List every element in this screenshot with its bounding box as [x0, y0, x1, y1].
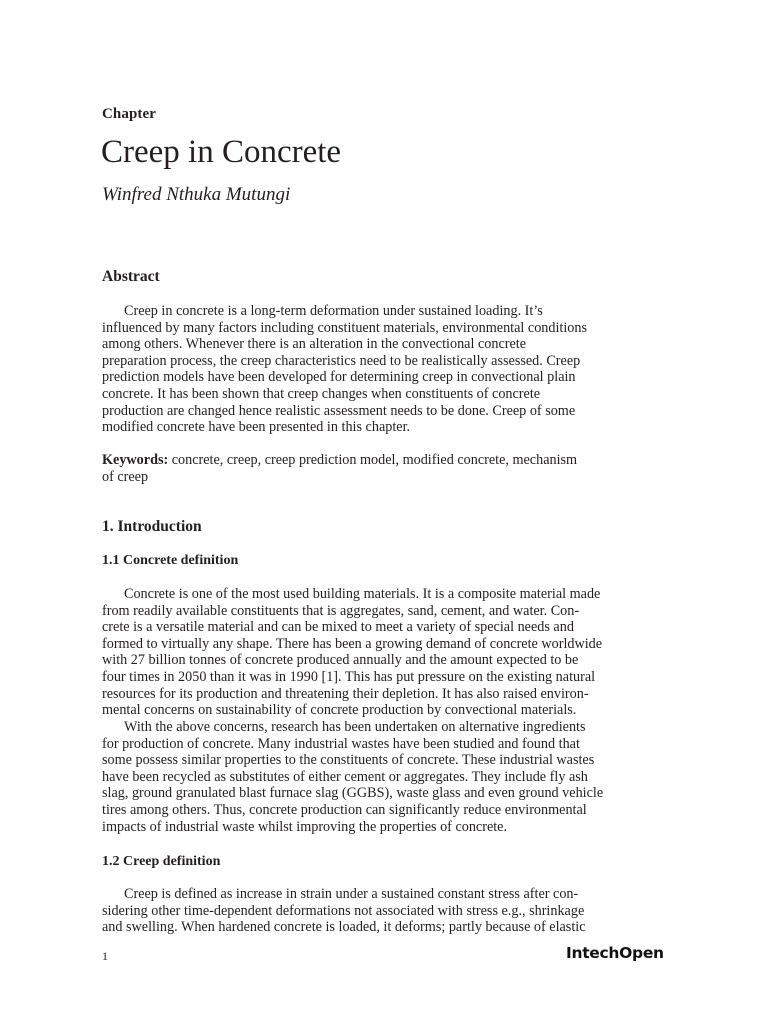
body-line: Concrete is one of the most used building materials. It is a composite material made — [124, 586, 601, 602]
chapter-title: Creep in Concrete — [101, 134, 342, 170]
keywords-line — [102, 452, 655, 469]
abstract-line: preparation process, the creep characteristics need to be realistically assessed. Creep — [102, 352, 581, 369]
keywords-line: of creep — [102, 468, 149, 485]
abstract-line: production are changed hence realistic assessment needs to be done. Creep of some — [102, 402, 576, 419]
subsection-heading-creep-definition: 1.2 Creep definition — [102, 854, 221, 869]
keywords-paragraph — [102, 452, 655, 485]
publisher-logo: IntechOpen — [566, 944, 664, 962]
page-number: 1 — [102, 949, 108, 963]
body-line: have been recycled as substitutes of either cement or aggregates. They include fly ash — [102, 768, 588, 785]
body-line: for production of concrete. Many industrial wastes have been studied and found that — [102, 735, 580, 752]
section-heading-introduction: 1. Introduction — [102, 518, 202, 535]
body-line: impacts of industrial waste whilst improving the properties of concrete. — [102, 818, 508, 835]
abstract-line: influenced by many factors including constituent materials, environmental conditions — [102, 319, 588, 336]
body-line: Creep is defined as increase in strain under a sustained constant stress after con- — [124, 886, 579, 902]
body-line: formed to virtually any shape. There has been a growing demand of concrete worldwide — [102, 635, 603, 652]
abstract-line: concrete. It has been shown that creep changes when constituents of concrete — [102, 385, 541, 402]
abstract-line: Creep in concrete is a long-term deformation under sustained loading. It’s — [124, 303, 543, 319]
body-line: sidering other time-dependent deformations not associated with stress e.g., shrinkage — [102, 902, 585, 919]
body-line: resources for its production and threatening their depletion. It has also raised environ- — [102, 685, 589, 702]
body-line: crete is a versatile material and can be mixed to meet a variety of special needs and — [102, 619, 574, 636]
concrete-definition-paragraph-1 — [102, 586, 655, 719]
body-line: some possess similar properties to the constituents of concrete. These industrial wastes — [102, 752, 595, 769]
body-line: from readily available constituents that is aggregates, sand, cement, and water. Con- — [102, 602, 580, 619]
body-line: slag, ground granulated blast furnace slag (GGBS), waste glass and even ground vehicle — [102, 785, 604, 802]
abstract-heading: Abstract — [102, 268, 160, 285]
body-line: with 27 billion tonnes of concrete produced annually and the amount expected to be — [102, 652, 579, 669]
body-line: and swelling. When hardened concrete is loaded, it deforms; partly because of elastic — [102, 919, 586, 936]
subsection-heading-concrete-definition: 1.1 Concrete definition — [102, 553, 239, 568]
chapter-label: Chapter — [102, 106, 157, 122]
body-line: tires among others. Thus, concrete production can significantly reduce environmental — [102, 801, 587, 818]
keywords-label: Keywords: — [102, 452, 169, 468]
abstract-line: prediction models have been developed for determining creep in convectional plain — [102, 369, 576, 386]
body-line: With the above concerns, research has been undertaken on alternative ingredients — [124, 719, 586, 735]
body-line: four times in 2050 than it was in 1990 [1]. This has put pressure on the existing natural — [102, 668, 596, 685]
abstract-paragraph — [102, 303, 655, 436]
creep-definition-paragraph-1 — [102, 886, 655, 936]
abstract-line: among others. Whenever there is an alteration in the convectional concrete — [102, 336, 527, 353]
abstract-line: modified concrete have been presented in this chapter. — [102, 419, 411, 436]
concrete-definition-paragraph-2 — [102, 719, 655, 835]
author-name: Winfred Nthuka Mutungi — [102, 184, 291, 205]
keywords-text: concrete, creep, creep prediction model, modified concrete, mechanism — [168, 452, 578, 468]
body-line: mental concerns on sustainability of concrete production by convectional materials. — [102, 702, 577, 719]
